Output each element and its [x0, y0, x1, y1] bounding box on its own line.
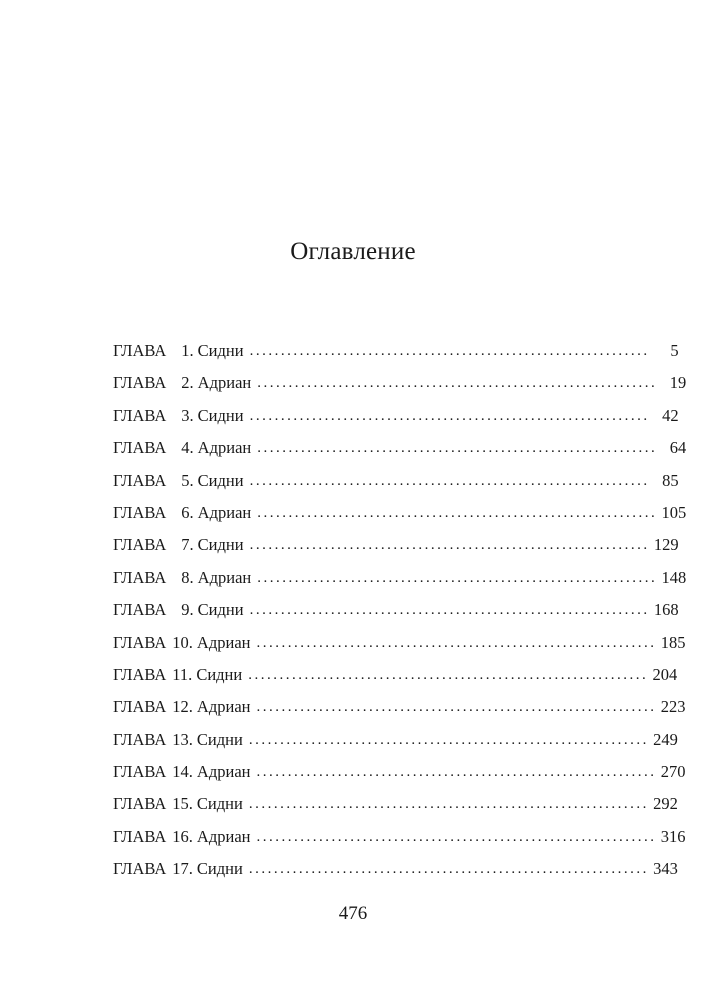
toc-entry[interactable]	[113, 404, 679, 436]
toc-entry[interactable]	[113, 760, 686, 792]
chapter-name: Адриан	[196, 632, 251, 652]
chapter-name: Адриан	[197, 567, 252, 587]
chapter-label: ГЛАВА	[113, 373, 167, 393]
chapter-label: ГЛАВА	[113, 664, 167, 684]
chapter-number: 4.	[181, 438, 194, 458]
chapter-label: ГЛАВА	[113, 859, 167, 879]
chapter-name: Адриан	[197, 373, 252, 393]
chapter-page: 204	[652, 664, 678, 684]
dot-leader: ................................................................	[257, 504, 658, 521]
chapter-number: 15.	[172, 794, 193, 814]
chapter-name: Сидни	[197, 535, 244, 555]
chapter-label: ГЛАВА	[113, 567, 167, 587]
chapter-number: 9.	[181, 600, 194, 620]
chapter-page: 148	[661, 567, 687, 587]
chapter-label: ГЛАВА	[113, 794, 167, 814]
page-number: 476	[338, 903, 368, 924]
chapter-number: 6.	[181, 502, 194, 522]
toc-entry[interactable]	[113, 598, 679, 630]
chapter-page: 185	[660, 632, 686, 652]
toc-entry[interactable]	[113, 436, 687, 468]
table-of-contents	[113, 339, 687, 890]
toc-entry[interactable]	[113, 728, 678, 760]
chapter-page: 105	[661, 502, 687, 522]
chapter-page: 42	[662, 405, 679, 425]
chapter-number: 13.	[172, 729, 193, 749]
chapter-name: Адриан	[196, 697, 251, 717]
chapter-name: Сидни	[197, 470, 244, 490]
dot-leader: ................................................................	[257, 375, 658, 392]
chapter-name: Сидни	[196, 664, 243, 684]
chapter-name: Адриан	[196, 826, 251, 846]
dot-leader: ................................................................	[248, 731, 649, 748]
chapter-label: ГЛАВА	[113, 341, 167, 360]
chapter-page: 5	[670, 341, 679, 360]
chapter-name: Сидни	[196, 859, 243, 879]
dot-leader: ................................................................	[249, 472, 650, 489]
chapter-number: 16.	[172, 826, 193, 846]
dot-leader: ................................................................	[256, 634, 657, 651]
chapter-page: 343	[653, 859, 678, 879]
chapter-page: 129	[653, 535, 679, 555]
chapter-label: ГЛАВА	[113, 729, 167, 749]
chapter-label: ГЛАВА	[113, 502, 167, 522]
dot-leader: ................................................................	[256, 699, 657, 716]
chapter-number: 12.	[172, 697, 193, 717]
chapter-page: 64	[669, 438, 687, 458]
chapter-name: Адриан	[196, 762, 251, 782]
chapter-number: 14.	[172, 762, 193, 782]
chapter-label: ГЛАВА	[113, 632, 167, 652]
dot-leader: ................................................................	[248, 796, 649, 813]
chapter-number: 2.	[181, 373, 194, 393]
chapter-name: Сидни	[197, 600, 244, 620]
chapter-page: 292	[653, 794, 678, 814]
toc-entry[interactable]	[113, 469, 679, 501]
toc-entry[interactable]	[113, 631, 686, 663]
chapter-label: ГЛАВА	[113, 697, 167, 717]
chapter-label: ГЛАВА	[113, 535, 167, 555]
chapter-number: 11.	[172, 664, 193, 684]
dot-leader: ................................................................	[249, 602, 650, 619]
chapter-page: 249	[653, 729, 678, 749]
chapter-label: ГЛАВА	[113, 470, 167, 490]
dot-leader: ................................................................	[249, 343, 650, 359]
chapter-page: 85	[662, 470, 679, 490]
chapter-label: ГЛАВА	[113, 438, 167, 458]
dot-leader: ................................................................	[248, 666, 649, 683]
chapter-page: 316	[660, 826, 686, 846]
chapter-label: ГЛАВА	[113, 405, 167, 425]
dot-leader: ................................................................	[257, 569, 658, 586]
dot-leader: ................................................................	[257, 440, 658, 457]
chapter-name: Сидни	[197, 405, 244, 425]
dot-leader: ................................................................	[256, 828, 657, 845]
chapter-name: Сидни	[197, 341, 244, 360]
toc-title: Оглавление	[290, 238, 416, 265]
toc-entry[interactable]	[113, 695, 686, 727]
chapter-page: 168	[653, 600, 679, 620]
chapter-name: Сидни	[196, 794, 243, 814]
chapter-name: Сидни	[196, 729, 243, 749]
dot-leader: ................................................................	[248, 861, 649, 878]
toc-entry[interactable]	[113, 371, 687, 403]
dot-leader: ................................................................	[249, 407, 650, 424]
toc-entry[interactable]	[113, 792, 678, 824]
toc-entry[interactable]	[113, 533, 679, 565]
chapter-number: 1.	[181, 341, 194, 360]
chapter-label: ГЛАВА	[113, 826, 167, 846]
chapter-number: 10.	[172, 632, 193, 652]
toc-entry[interactable]	[113, 566, 687, 598]
toc-entry[interactable]	[113, 339, 679, 371]
toc-entry[interactable]	[113, 825, 686, 857]
chapter-name: Адриан	[197, 502, 252, 522]
toc-entry[interactable]	[113, 501, 687, 533]
chapter-number: 5.	[181, 470, 194, 490]
toc-entry[interactable]	[113, 857, 678, 889]
dot-leader: ................................................................	[256, 764, 657, 781]
chapter-name: Адриан	[197, 438, 252, 458]
dot-leader: ................................................................	[249, 537, 650, 554]
chapter-page: 223	[660, 697, 686, 717]
chapter-number: 8.	[181, 567, 194, 587]
chapter-page: 270	[660, 762, 686, 782]
chapter-label: ГЛАВА	[113, 600, 167, 620]
chapter-page: 19	[669, 373, 687, 393]
chapter-number: 7.	[181, 535, 194, 555]
chapter-number: 17.	[172, 859, 193, 879]
chapter-number: 3.	[181, 405, 194, 425]
chapter-label: ГЛАВА	[113, 762, 167, 782]
toc-entry[interactable]	[113, 663, 678, 695]
